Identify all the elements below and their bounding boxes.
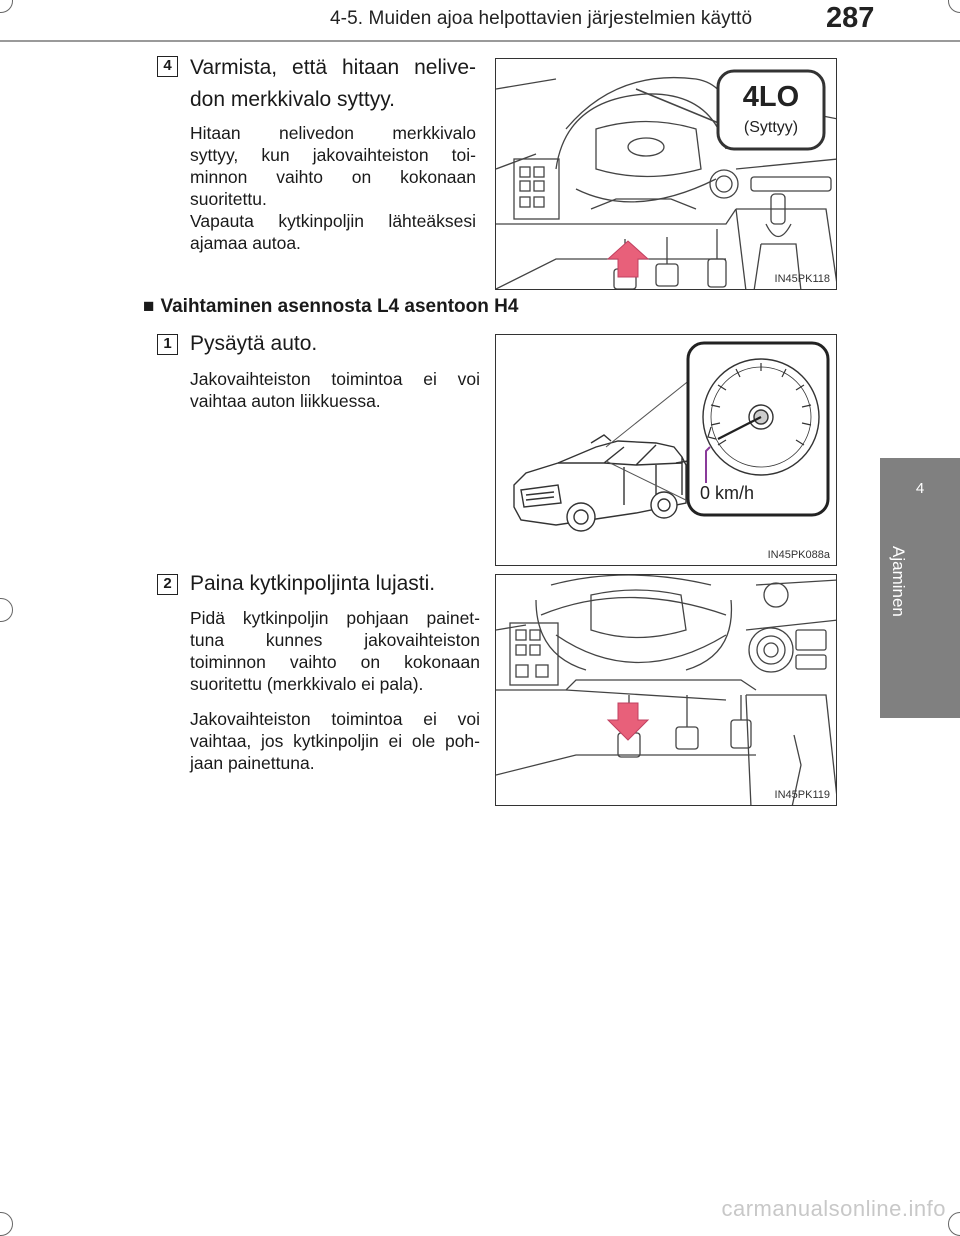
speed-label: 0 km/h	[700, 483, 755, 503]
text-line: Vapauta kytkinpoljin lähteäksesi	[190, 211, 476, 231]
step-title: Paina kytkinpoljinta lujasti.	[190, 572, 436, 595]
text-line: suoritettu (merkkivalo ei pala).	[190, 674, 424, 694]
step-paragraph	[190, 708, 480, 774]
step-paragraph	[190, 122, 476, 254]
crop-mark-icon	[0, 1212, 13, 1236]
pedal-drawing	[496, 575, 837, 806]
page-number: 287	[826, 2, 875, 34]
text-line: jaan painettuna.	[190, 753, 315, 773]
section-heading	[143, 296, 518, 318]
step-badge: 1	[157, 334, 178, 355]
chapter-label: Ajaminen	[889, 546, 908, 617]
step-paragraph	[190, 607, 480, 695]
figure-code: IN45PK119	[774, 789, 830, 801]
crop-mark-icon	[0, 598, 13, 622]
step-paragraph	[190, 368, 480, 412]
crop-mark-icon	[948, 1212, 960, 1236]
section-heading-text: Vaihtaminen asennosta L4 asentoon H4	[160, 296, 519, 317]
chapter-label-container	[884, 546, 908, 636]
text-line: suoritettu.	[190, 189, 267, 209]
crop-mark-icon	[0, 0, 13, 13]
watermark: carmanualsonline.info	[721, 1196, 946, 1221]
running-header-title: 4-5. Muiden ajoa helpottavien järjestelmien käyttö	[330, 8, 753, 29]
indicator-status-label: (Syttyy)	[743, 119, 799, 136]
text-line: syttyy, kun jakovaihteiston toi-	[190, 145, 476, 165]
figure-code: IN45PK088a	[767, 549, 830, 561]
text-line: toiminnon vaihto on kokonaan	[190, 652, 480, 672]
text-line: Jakovaihteiston toimintoa ei voi	[190, 369, 480, 389]
text-line: Jakovaihteiston toimintoa ei voi	[190, 709, 480, 729]
step-badge: 4	[157, 56, 178, 77]
indicator-4lo-label: 4LO	[742, 81, 800, 113]
truck-speedometer-illustration	[495, 334, 837, 566]
text-line: vaihtaa, jos kytkinpoljin ei ole poh-	[190, 731, 480, 751]
figure-code: IN45PK118	[774, 273, 830, 285]
step-title: Pysäytä auto.	[190, 332, 318, 355]
text-line: vaihtaa auton liikkuessa.	[190, 391, 381, 411]
text-line: Pidä kytkinpoljin pohjaan painet-	[190, 608, 480, 628]
text-line: ajamaa autoa.	[190, 233, 301, 253]
dashboard-illustration	[495, 58, 837, 290]
truck-drawing	[496, 335, 837, 566]
crop-mark-icon	[948, 0, 960, 13]
header-rule	[0, 40, 960, 42]
step-title	[190, 52, 476, 116]
step-title-line: Varmista, että hitaan nelive-	[190, 56, 476, 79]
chapter-number: 4	[915, 480, 925, 497]
step-badge: 2	[157, 574, 178, 595]
down-arrow-icon	[608, 703, 648, 740]
clutch-pedal-illustration	[495, 574, 837, 806]
text-line: tuna kunnes jakovaihteiston	[190, 630, 480, 650]
step-title-line: don merkkivalo syttyy.	[190, 88, 396, 111]
text-line: minnon vaihto on kokonaan	[190, 167, 476, 187]
section-bullet-icon: ■	[143, 296, 155, 317]
text-line: Hitaan nelivedon merkkivalo	[190, 123, 476, 143]
